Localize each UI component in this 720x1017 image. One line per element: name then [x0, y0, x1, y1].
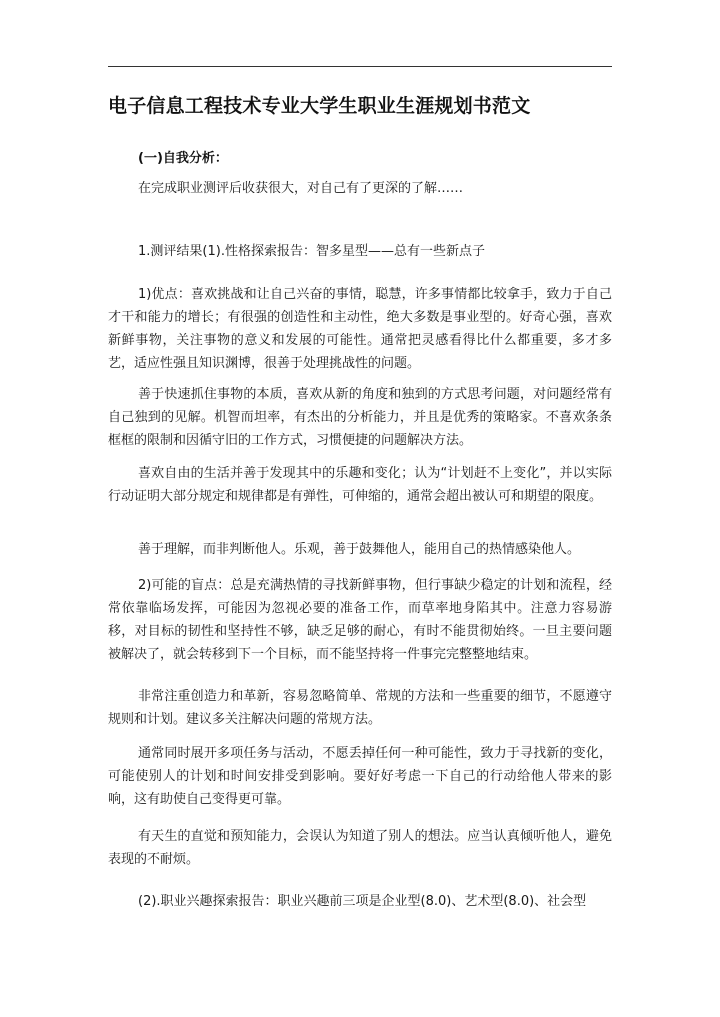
paragraph-intro: 在完成职业测评后收获很大，对自己有了更深的了解…… — [138, 181, 464, 196]
header-rule — [108, 66, 612, 67]
paragraph-essence: 善于快速抓住事物的本质，喜欢从新的角度和独到的方式思考问题，对问题经常有自己独到的见解。机智而坦率，有杰出的分析能力，并且是优秀的策略家。不喜欢条条框框的限制和因循守旧的工作方式，习惯便捷的问题解决方法。 — [108, 387, 612, 448]
paragraph-blind-spots: 2)可能的盲点：总是充满热情的寻找新鲜事物，但行事缺少稳定的计划和流程，经常依靠临场发挥，可能因为忽视必要的准备工作，而草率地身陷其中。注意力容易游移，对目标的韧性和坚持性不够，缺乏足够的耐心，有时不能贯彻始终。一旦主要问题被解决了，就会转移到下一个目标，而不能坚持将一件事完完整整地结束。 — [108, 578, 612, 662]
section-heading-self-analysis: (一)自我分析： — [138, 151, 228, 166]
paragraph-career-interest-report: (2).职业兴趣探索报告：职业兴趣前三项是企业型(8.0)、艺术型(8.0)、社会型 — [138, 894, 587, 909]
paragraph-strengths: 1)优点：喜欢挑战和让自己兴奋的事情，聪慧，许多事情都比较拿手，致力于自己才干和能力的增长；有很强的创造性和主动性，绝大多数是事业型的。好奇心强，喜欢新鲜事物，关注事物的意义和发展的可能性。通常把灵感看得比什么都重要，多才多艺，适应性强且知识渊博，很善于处理挑战性的问题。 — [108, 287, 612, 371]
document-title: 电子信息工程技术专业大学生职业生涯规划书范文 — [108, 95, 531, 117]
paragraph-multitasking: 通常同时展开多项任务与活动，不愿丢掉任何一种可能性，致力于寻找新的变化，可能使别人的计划和时间安排受到影响。要好好考虑一下自己的行动给他人带来的影响，这有助使自己变得更可靠。 — [108, 746, 612, 807]
paragraph-freedom: 喜欢自由的生活并善于发现其中的乐趣和变化；认为“计划赶不上变化”，并以实际行动证明大部分规定和规律都是有弹性，可伸缩的，通常会超出被认可和期望的限度。 — [108, 466, 612, 504]
paragraph-understanding: 善于理解，而非判断他人。乐观，善于鼓舞他人，能用自己的热情感染他人。 — [138, 542, 581, 557]
paragraph-innovation: 非常注重创造力和革新，容易忽略简单、常规的方法和一些重要的细节，不愿遵守规则和计划。建议多关注解决问题的常规方法。 — [108, 689, 612, 727]
paragraph-personality-report-heading: 1.测评结果(1).性格探索报告：智多星型——总有一些新点子 — [138, 244, 485, 259]
paragraph-intuition: 有天生的直觉和预知能力，会误认为知道了别人的想法。应当认真倾听他人，避免表现的不耐烦。 — [108, 829, 612, 867]
